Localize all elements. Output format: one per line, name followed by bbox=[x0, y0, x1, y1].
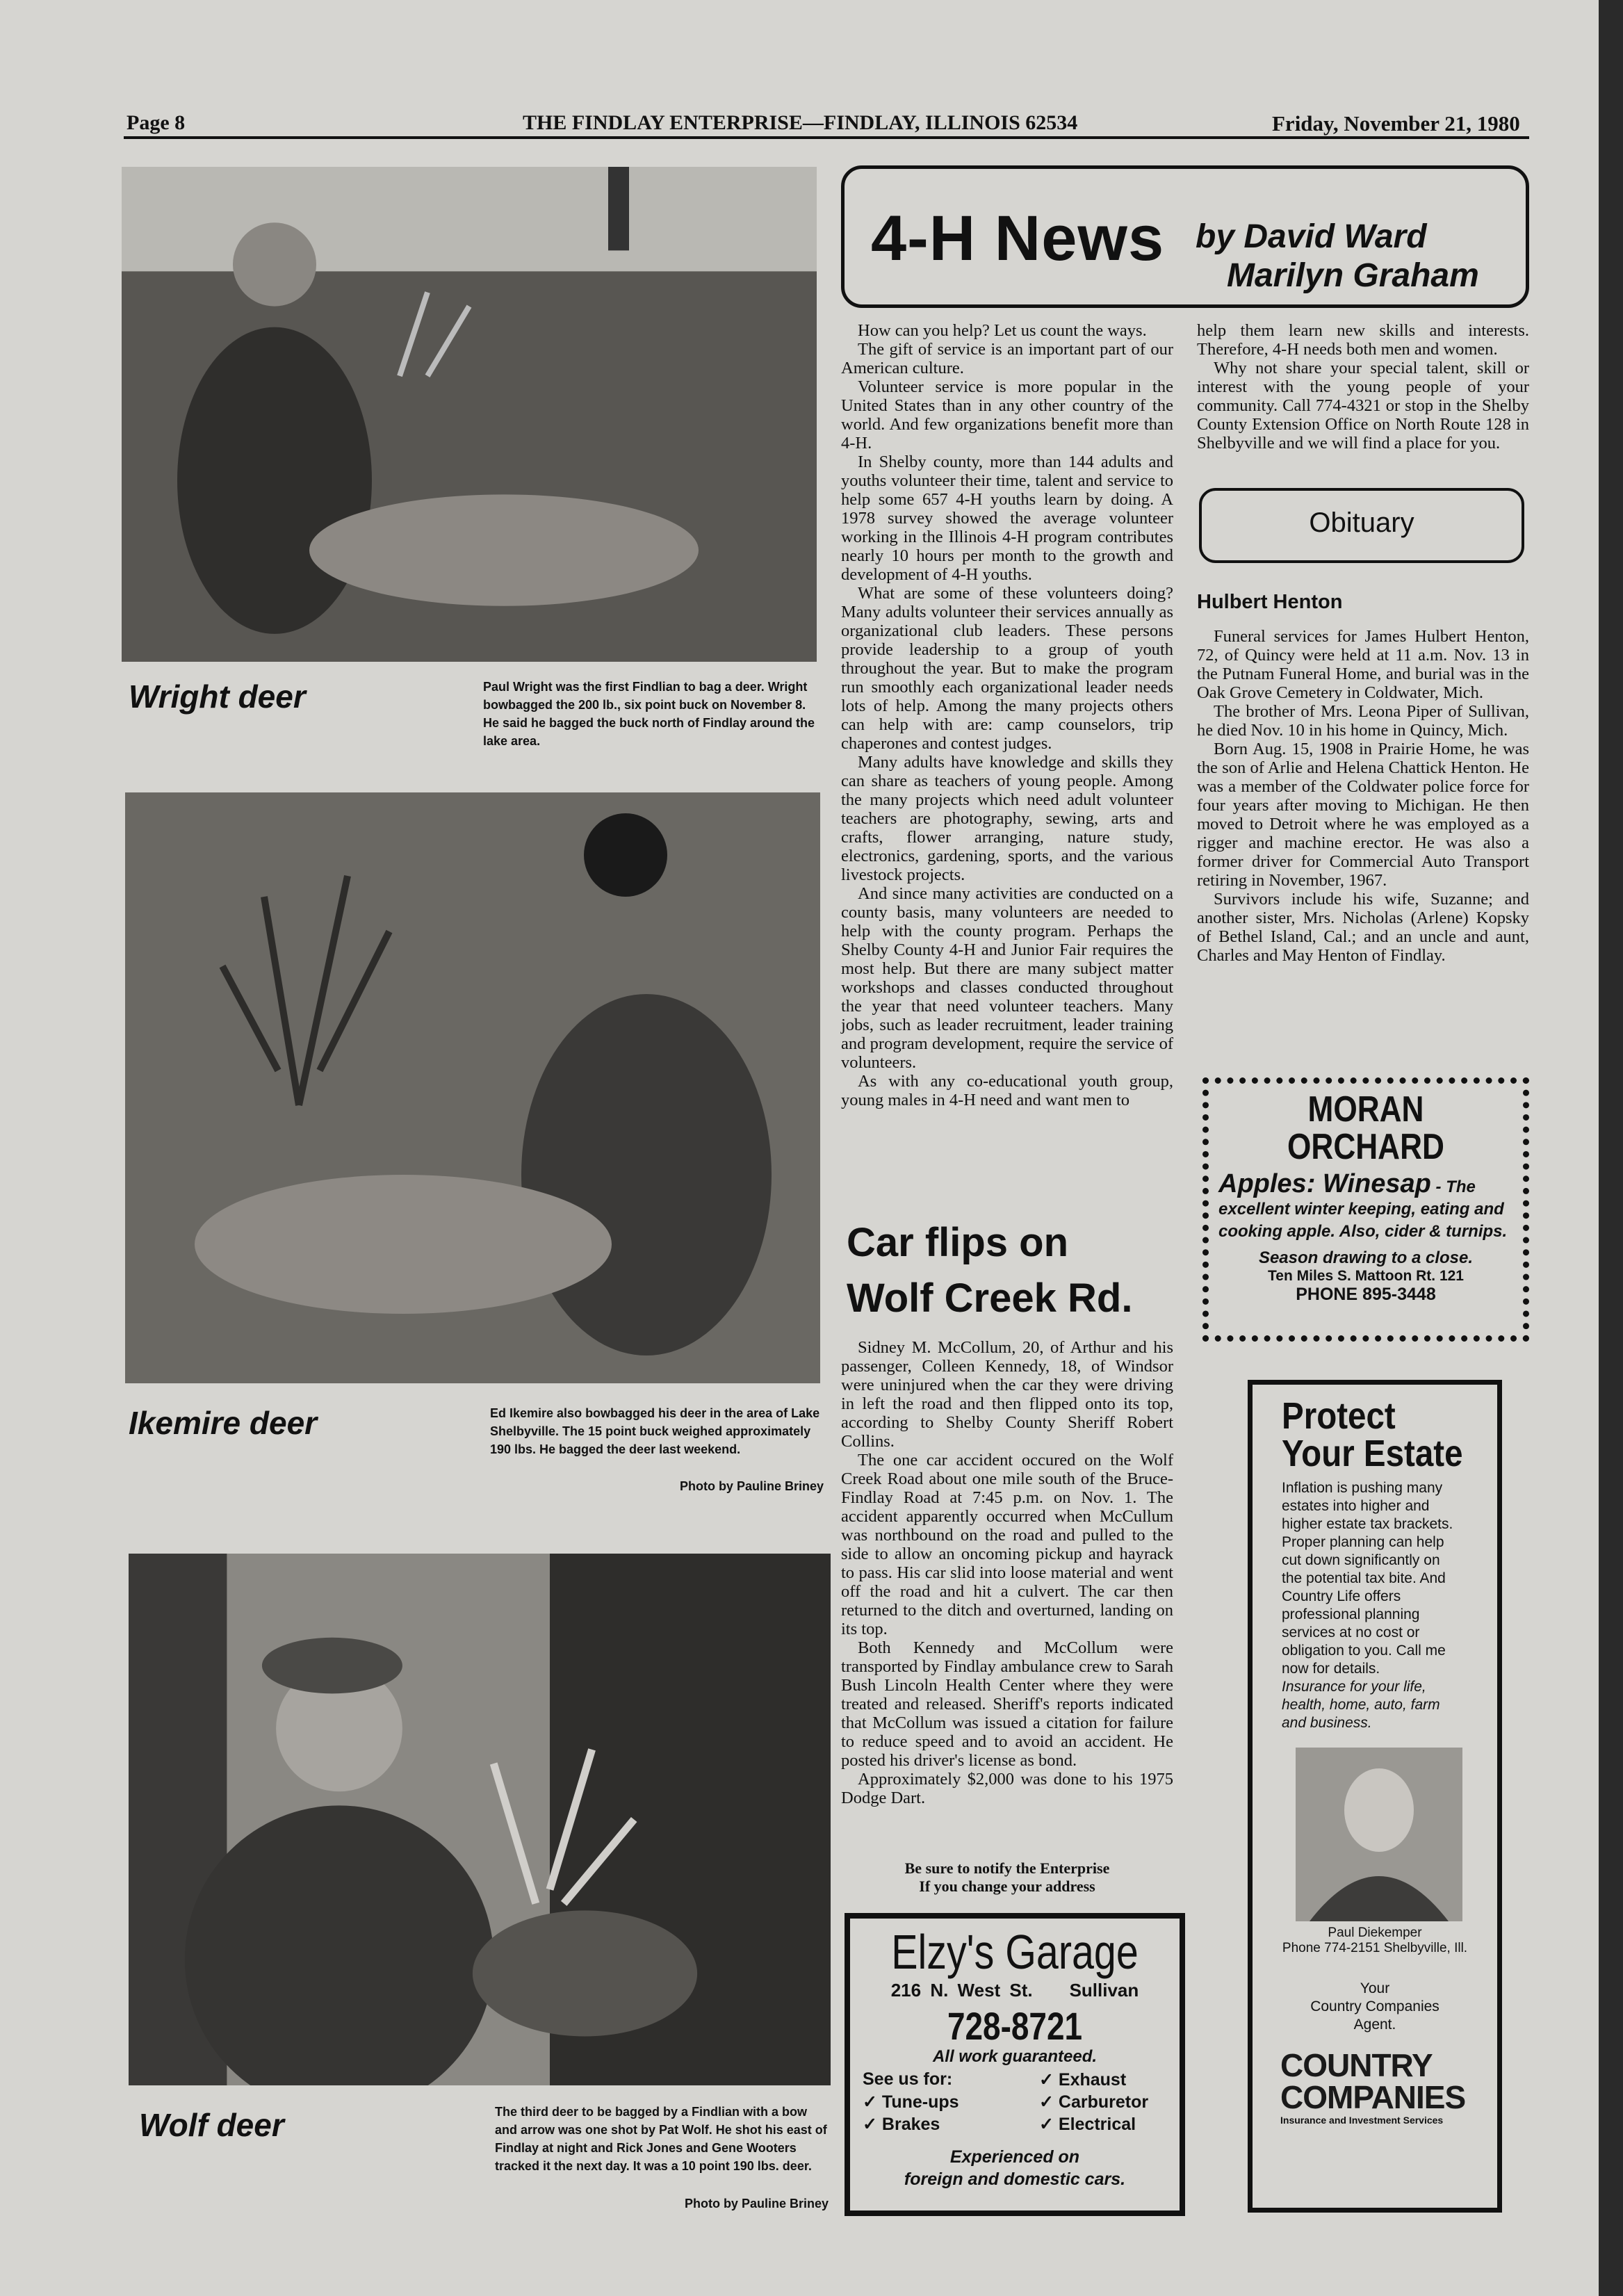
fourh-paragraph: Volunteer service is more popular in the United States than in any other country of the world. And few organizations benefit more than 4-H. bbox=[841, 377, 1173, 453]
fourh-paragraph: help them learn new skills and interests. Therefore, 4-H needs both men and women. bbox=[1197, 321, 1529, 359]
elzy-service-item: ✓ Electrical bbox=[1039, 2115, 1136, 2134]
elzy-services bbox=[850, 2069, 1180, 2146]
masthead: THE FINDLAY ENTERPRISE—FINDLAY, ILLINOIS 62534 bbox=[523, 111, 1078, 134]
elzy-experience bbox=[850, 2146, 1180, 2190]
fourh-byline-2: Marilyn Graham bbox=[1227, 257, 1479, 294]
elzy-guarantee: All work guaranteed. bbox=[932, 2047, 1098, 2066]
obituary-paragraph: Funeral services for James Hulbert Henton, 72, of Quincy were held at 11 a.m. Nov. 13 in the Putnam Funeral Home, and burial was in the Oak Grove Cemetery in Coldwater, Mich. bbox=[1197, 627, 1529, 702]
elzy-service-label: Carburetor bbox=[1058, 2092, 1149, 2112]
elzy-street: 216 N. West St. bbox=[890, 1980, 1033, 2001]
carflip-paragraph: The one car accident occured on the Wolf Creek Road about one mile south of the Bruce-Findlay Road at 7:45 p.m. on Nov. 1. The accident apparently occurred when McCullum was northbound on the road and pulled to the side to allow an oncoming pickup and hayrack to pass. His car slid into loose material and went off the road and hit a culvert. The car then returned to the ditch and overturned, landing on its top. bbox=[841, 1451, 1173, 1638]
carflip-paragraph: Both Kennedy and McCollum were transported by Findlay ambulance crew to Sarah Bush Lincoln Health Center where they were treated and released. Sheriff's reports indicated that McCollum was issued a citation for failure to reduce speed and to avoid an accident. He posted his driver's license as bond. bbox=[841, 1638, 1173, 1770]
elzy-service-label: Exhaust bbox=[1058, 2070, 1127, 2090]
elzy-name: Elzy's Garage bbox=[891, 1925, 1139, 1979]
fourh-paragraph: And since many activities are conducted on a county basis, many volunteers are needed to help with the county program. Perhaps the Shelby County 4-H and Junior Fair requires the most help. But there are many subject matter workshops and classes conducted throughout the year that need volunteer teachers. Many jobs, such as leader recruitment, leader training and program development, require the service of volunteers. bbox=[841, 884, 1173, 1072]
elzys-garage-ad bbox=[845, 1913, 1185, 2216]
carflip-paragraph: Sidney M. McCollum, 20, of Arthur and his passenger, Colleen Kennedy, 18, of Windsor were uninjured when the car they were driving in left the road and then flipped onto its top, according to Shelby County Sheriff Robert Collins. bbox=[841, 1338, 1173, 1451]
elzy-experience-2: foreign and domestic cars. bbox=[904, 2169, 1126, 2189]
notice-line-2: If you change your address bbox=[919, 1878, 1095, 1895]
moran-location: Ten Miles S. Mattoon Rt. 121 bbox=[1268, 1268, 1464, 1284]
moran-name-2: ORCHARD bbox=[1287, 1127, 1444, 1167]
elzy-address bbox=[850, 1980, 1180, 2001]
ikemire-photo-credit: Photo by Pauline Briney bbox=[679, 1479, 824, 1493]
issue-date: Friday, November 21, 1980 bbox=[1272, 111, 1520, 136]
elzy-phone: 728-8721 bbox=[947, 2004, 1083, 2048]
fourh-column-2 bbox=[1197, 321, 1529, 453]
wolf-deer-photo bbox=[129, 1554, 831, 2085]
fourh-byline: by David Ward bbox=[1196, 218, 1427, 255]
obituary-paragraph: Survivors include his wife, Suzanne; and another sister, Mrs. Nicholas (Arlene) Kopsky of Bethel Island, Cal.; and an uncle and aunt, Charles and May Henton of Findlay. bbox=[1197, 890, 1529, 965]
fourh-paragraph: How can you help? Let us count the ways. bbox=[858, 321, 1147, 340]
fourh-title: 4-H News bbox=[871, 203, 1165, 274]
obituary-header-box bbox=[1199, 488, 1524, 563]
agent-portrait-icon bbox=[1296, 1748, 1462, 1921]
country-logo bbox=[1280, 2049, 1497, 2113]
elzy-service-label: Electrical bbox=[1058, 2115, 1136, 2134]
country-companies-ad bbox=[1248, 1380, 1502, 2213]
carflip-headline bbox=[847, 1215, 1132, 1326]
ikemire-deer-caption: Ed Ikemire also bowbagged his deer in the area of Lake Shelbyville. The 15 point buck weighed approximately 190 lbs. He bagged the deer last weekend. bbox=[490, 1406, 820, 1456]
fourh-paragraph: In Shelby county, more than 144 adults and youths volunteer their time, talent and service to help some 657 4-H youths learn by doing. A 1978 survey showed the average volunteer working in the Illinois 4-H program contributes nearly 10 hours per month to the growth and development of 4-H youths. bbox=[841, 453, 1173, 584]
wolf-deer-title: Wolf deer bbox=[139, 2107, 284, 2143]
fourh-paragraph: What are some of these volunteers doing? Many adults volunteer their services annually as organizational club leaders. These persons provide leadership to a group of youth throughout the year. But to make the program run smoothly each organizational leader needs lots of help. Among the many projects others can help with are: camp counselors, trip chaperones and contest judges. bbox=[841, 584, 1173, 753]
fourh-column-1 bbox=[841, 321, 1173, 1109]
moran-name: MORAN bbox=[1307, 1089, 1424, 1130]
elzy-see-us: See us for: bbox=[863, 2069, 953, 2089]
carflip-headline-2: Wolf Creek Rd. bbox=[847, 1276, 1133, 1321]
obituary-body bbox=[1197, 627, 1529, 965]
ikemire-deer-photo bbox=[125, 792, 820, 1383]
elzy-service-label: Brakes bbox=[881, 2115, 940, 2134]
country-heading-2: Your Estate bbox=[1282, 1433, 1463, 1474]
agent-portrait bbox=[1296, 1748, 1462, 1921]
fourh-paragraph: As with any co-educational youth group, young males in 4-H need and want men to bbox=[841, 1072, 1173, 1109]
notice-line-1: Be sure to notify the Enterprise bbox=[904, 1859, 1110, 1877]
moran-phone: PHONE 895-3448 bbox=[1296, 1285, 1436, 1304]
your-agent-3: Agent. bbox=[1353, 2017, 1396, 2033]
your-agent-1: Your bbox=[1360, 1980, 1390, 1996]
obituary-paragraph: The brother of Mrs. Leona Piper of Sullivan, he died Nov. 10 in his home in Quincy, Mich. bbox=[1197, 702, 1529, 740]
country-body: Inflation is pushing many estates into higher and higher estate tax brackets. Proper planning can help cut down significantly on the potential tax bite. And Country Life offers professional planning services at no cost or obligation to you. Call me now for details. bbox=[1282, 1480, 1453, 1677]
elzy-service-label: Tune-ups bbox=[881, 2092, 959, 2112]
country-heading bbox=[1282, 1397, 1471, 1472]
elzy-experience-1: Experienced on bbox=[949, 2147, 1080, 2167]
fourh-paragraph: Many adults have knowledge and skills they can share as teachers of young people. Among the many projects which need adult volunteer teachers are photography, sewing, arts and crafts, flower arranging, nature study, electronics, gardening, sports, and the various livestock projects. bbox=[841, 753, 1173, 884]
fourh-header-box bbox=[841, 165, 1529, 308]
moran-season: Season drawing to a close. bbox=[1258, 1248, 1474, 1267]
wolf-photo-credit: Photo by Pauline Briney bbox=[684, 2197, 829, 2210]
country-logo-sub: Insurance and Investment Services bbox=[1280, 2115, 1444, 2126]
your-agent bbox=[1253, 1980, 1497, 2034]
country-insurance: Insurance for your life, health, home, auto, farm and business. bbox=[1282, 1679, 1440, 1731]
fourh-paragraph: Why not share your special talent, skill or interest with the young people of your community. Call 774-4321 or stop in the Shelby County Extension Office on North Route 128 in Shelbyville and we will find a place for you. bbox=[1197, 359, 1529, 453]
carflip-paragraph: Approximately $2,000 was done to his 1975 Dodge Dart. bbox=[841, 1770, 1173, 1807]
country-logo-1: COUNTRY bbox=[1280, 2047, 1433, 2083]
ikemire-deer-title: Ikemire deer bbox=[129, 1405, 318, 1441]
wright-deer-caption: Paul Wright was the first Findlian to bag a deer. Wright bowbagged the 200 lb., six point buck on November 8. He said he bagged the buck north of Findlay around the lake area. bbox=[483, 680, 815, 748]
elzy-service-item: ✓ Brakes bbox=[863, 2115, 940, 2134]
agent-phone: Phone 774-2151 Shelbyville, Ill. bbox=[1282, 1941, 1468, 1955]
carflip-body bbox=[841, 1338, 1173, 1807]
carflip-headline-1: Car flips on bbox=[847, 1220, 1069, 1265]
country-heading-1: Protect bbox=[1282, 1395, 1396, 1437]
wright-deer-photo bbox=[122, 167, 817, 662]
wright-deer-title: Wright deer bbox=[129, 678, 306, 715]
elzy-service-item: ✓ Exhaust bbox=[1039, 2070, 1127, 2090]
moran-description bbox=[1218, 1169, 1513, 1243]
address-notice bbox=[841, 1859, 1173, 1896]
elzy-service-item: ✓ Carburetor bbox=[1039, 2092, 1149, 2112]
moran-orchard-ad bbox=[1202, 1077, 1529, 1342]
elzy-town: Sullivan bbox=[1069, 1980, 1139, 2001]
obituary-paragraph: Born Aug. 15, 1908 in Prairie Home, he was the son of Arlie and Helena Chattick Henton. He was a member of the Coldwater police force for four years after moving to Michigan. He then moved to Detroit where he was employed as a rigger and machine erector. He was also a former driver for Commercial Auto Transport retiring in November, 1967. bbox=[1197, 740, 1529, 890]
header-rule bbox=[124, 136, 1529, 139]
obituary-name: Hulbert Henton bbox=[1197, 591, 1343, 613]
country-logo-2: COMPANIES bbox=[1280, 2079, 1466, 2115]
obituary-title: Obituary bbox=[1309, 507, 1414, 538]
your-agent-2: Country Companies bbox=[1310, 1998, 1440, 2014]
wolf-deer-caption: The third deer to be bagged by a Findlian with a bow and arrow was one shot by Pat Wolf. He shot his east of Findlay at night and Rick Jones and Gene Wooters tracked it the next day. It was a 10 point 190 lbs. deer. bbox=[495, 2105, 827, 2173]
moran-desc-text: - The excellent winter keeping, eating and cooking apple. Also, cider & turnips. bbox=[1218, 1178, 1508, 1241]
moran-apples: Apples: Winesap bbox=[1218, 1169, 1431, 1198]
page-number: Page 8 bbox=[127, 111, 186, 134]
agent-name: Paul Diekemper bbox=[1328, 1925, 1422, 1940]
fourh-paragraph: The gift of service is an important part of our American culture. bbox=[841, 340, 1173, 377]
elzy-service-item: ✓ Tune-ups bbox=[863, 2092, 959, 2112]
